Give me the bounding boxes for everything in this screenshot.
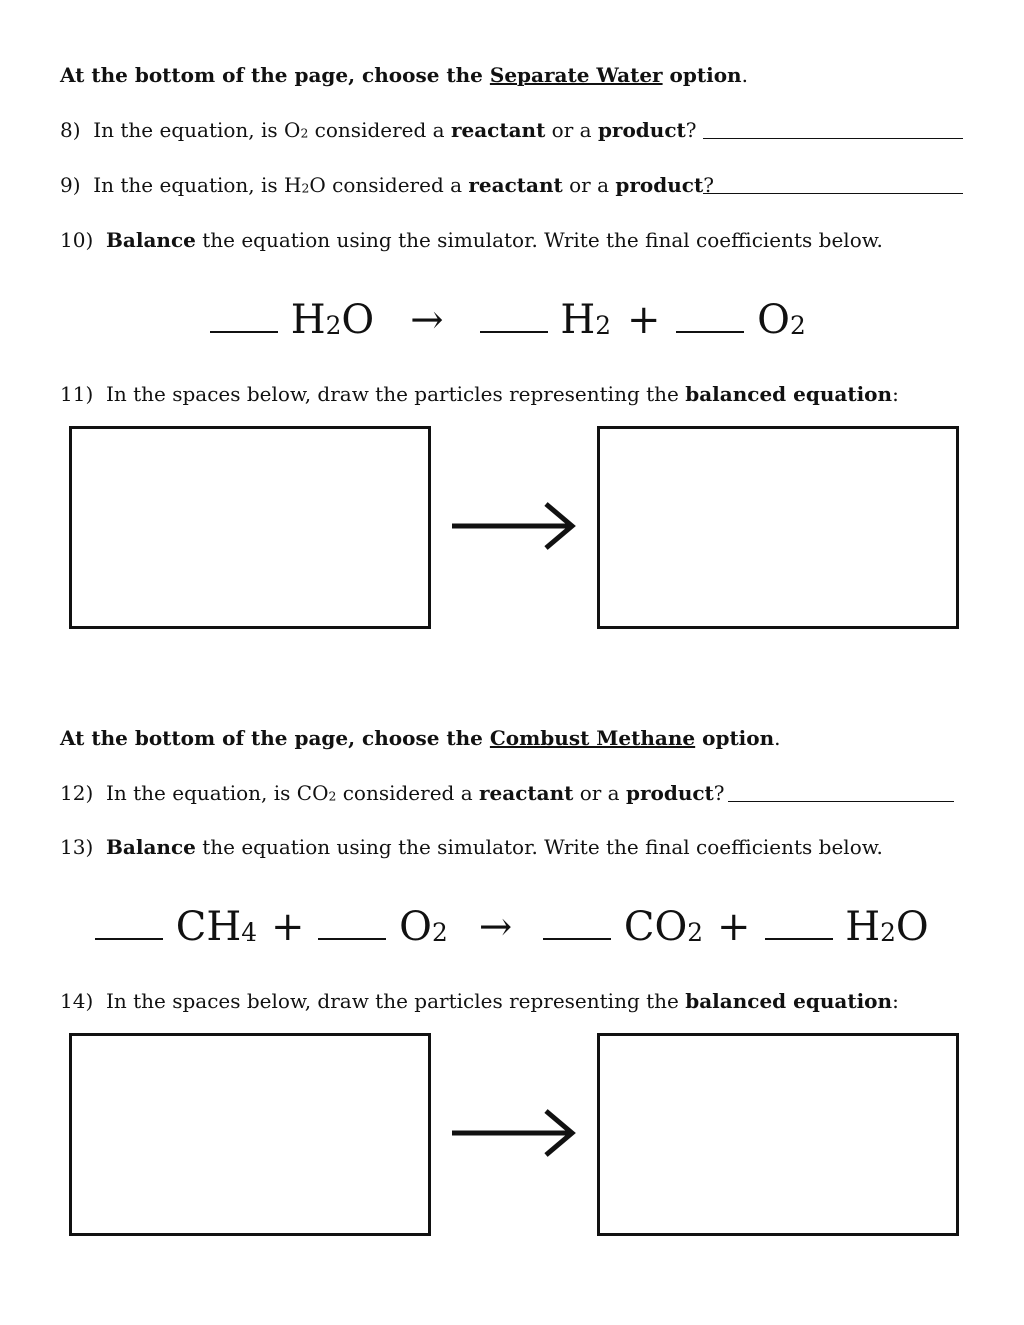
plus-sign: + xyxy=(717,904,751,950)
option-name: Combust Methane xyxy=(489,726,696,750)
formula-h2o: $H_2O$ xyxy=(290,297,375,343)
section-heading-separate-water: At the bottom of the page, choose the Separate Water option. xyxy=(60,63,748,87)
coefficient-blank-h2o[interactable] xyxy=(765,906,833,940)
question-10: 10) Balance the equation using the simulator. Write the final coefficients below. xyxy=(60,228,883,252)
arrow-icon xyxy=(450,500,578,552)
coefficient-blank-h2o[interactable] xyxy=(210,299,278,333)
question-12: 12) In the equation, is $CO_2$ considered a reactant or a product? xyxy=(60,781,725,805)
reactants-drawing-box[interactable] xyxy=(69,1033,431,1236)
question-number: 14) xyxy=(60,989,94,1013)
reaction-arrow: → xyxy=(478,904,513,950)
reaction-arrow: → xyxy=(410,297,444,343)
formula-ch4: $CH_4$ xyxy=(175,904,257,950)
arrow-icon xyxy=(450,1107,578,1159)
answer-line-q12[interactable] xyxy=(728,801,954,802)
formula-co2: $CO_2$ xyxy=(623,904,704,950)
question-number: 12) xyxy=(60,781,94,805)
formula-h2o: $H_2O$ xyxy=(845,904,929,950)
question-13: 13) Balance the equation using the simulator. Write the final coefficients below. xyxy=(60,835,883,859)
coefficient-blank-h2[interactable] xyxy=(480,299,548,333)
question-14: 14) In the spaces below, draw the particles representing the balanced equation: xyxy=(60,989,899,1013)
answer-line-q8[interactable] xyxy=(703,138,963,139)
question-number: 11) xyxy=(60,382,94,406)
question-8: 8) In the equation, is $O_2$ considered a reactant or a product? xyxy=(60,118,697,142)
option-name: Separate Water xyxy=(489,63,663,87)
formula-o2: $O_2$ xyxy=(399,904,448,950)
coefficient-blank-o2[interactable] xyxy=(318,906,386,940)
formula-h2: $H_2$ xyxy=(560,297,612,343)
question-11: 11) In the spaces below, draw the particles representing the balanced equation: xyxy=(60,382,899,406)
equation-combust-methane xyxy=(95,903,929,951)
question-9: 9) In the equation, is $H_2O$ considered a reactant or a product? xyxy=(60,173,714,197)
answer-line-q9[interactable] xyxy=(703,193,963,194)
section-heading-combust-methane: At the bottom of the page, choose the Combust Methane option. xyxy=(60,726,781,750)
equation-separate-water xyxy=(210,296,806,344)
question-number: 10) xyxy=(60,228,94,252)
coefficient-blank-ch4[interactable] xyxy=(95,906,163,940)
question-number: 8) xyxy=(60,118,81,142)
plus-sign: + xyxy=(270,904,305,950)
question-number: 9) xyxy=(60,173,81,197)
plus-sign: + xyxy=(626,297,661,343)
coefficient-blank-o2[interactable] xyxy=(676,299,744,333)
question-number: 13) xyxy=(60,835,94,859)
products-drawing-box[interactable] xyxy=(597,426,959,629)
reactants-drawing-box[interactable] xyxy=(69,426,431,629)
coefficient-blank-co2[interactable] xyxy=(543,906,611,940)
products-drawing-box[interactable] xyxy=(597,1033,959,1236)
formula-o2: $O_2$ xyxy=(757,297,806,343)
